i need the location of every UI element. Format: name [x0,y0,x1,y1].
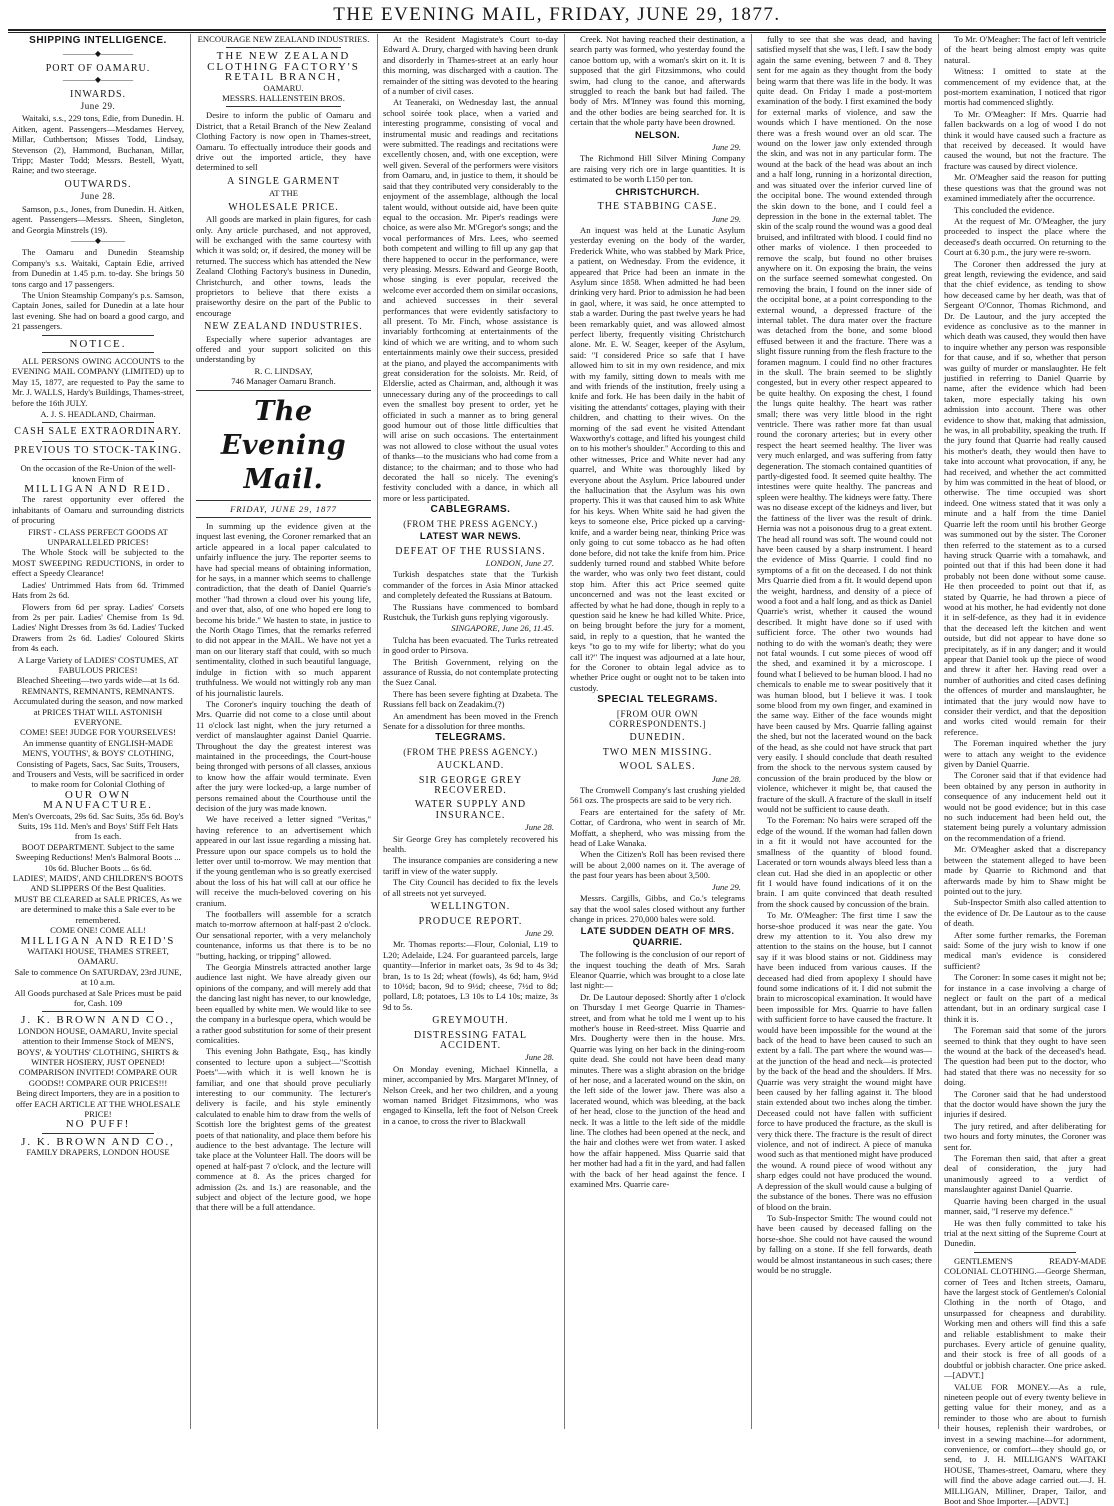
rule [42,352,154,353]
rule [196,500,371,501]
paragraph: Fears are entertained for the safety of Mr. Cottar, of Cardrona, who went in search of Mr. Moffatt, a shepherd, who was missing from the head of Lake Wanaka. [570,806,745,849]
centered-text: BOOT DEPARTMENT. Subject to the same Sweeping Reductions! Men's Balmoral Boots ... 10s 6d. Blucher Boots ... 6s 6d. [15,841,181,873]
rule [42,335,154,336]
paragraph: Mr. O'Meagher said the reason for putting these questions was that the ground was not examined immediately after the occurrence. [944,172,1106,204]
byline: June 28. [80,191,116,202]
rule [42,459,154,460]
newspaper-title: The Evening Mail. [220,395,347,495]
centered-text: MESSRS. HALLENSTEIN BROS. [222,93,345,104]
paragraph: To Mr. O'Meagher: The first time I saw the horse-shoe produced it was near the gate. You drew my attention to it. You also drew my attention to the stains on the house, but I cannot say if it was blood stains or not. Giddiness may have been induced from various causes. If the deceased had died from apoplexy I should have found some indications of it. I did not submit the brain to microscopical examination. It would have been impossible for Mrs. Quarrie to have fallen with sufficient force to have caused the fracture. It would have been impossible for the wound at the back of the head to have been caused to such an extent by a fall. The part where the wound was—at the junction of the head and neck—is protected by the back of the head and the shoulders. If Mrs. Quarrie was very straight the wound might have been caused by her falling against it. The blood stain extended about two inches along the timber. Deceased could not have fallen with sufficient force to have produced the fracture, as the skull is very thick there. The fracture is the result of direct violence, and not of indirect. A piece of manuka wood such as that mentioned might have produced the wound. A round piece of wood without any sharp edges could not have produced the wound. A depression of the skull would cause a bulging of the substance of the bones. There was no effusion of blood on the brain. [757,910,932,1212]
rule [226,106,341,107]
paragraph: The footballers will assemble for a scratch match to-morrow afternoon at half-past 2 o'clock. Our sensational reporter, with a very melancholy countenance, informs us that there is to be no "butting, hacking, or tripping" allowed. [196,909,371,961]
section-heading: SPECIAL TELEGRAMS. [597,694,718,706]
paragraph: The Whole Stock will be subjected to the MOST SWEEPING REDUCTIONS, in order to effect a Speedy Clearance! [12,547,184,579]
paragraph: This evening John Bathgate, Esq., has kindly consented to lecture upon a subject—"Scottish Poets"—with which it is well known he is familiar, and one that should prove peculiarly interesting to our community. The lecturer's delivery is facile, and his style eminently calculated to enable him to draw from the wells of Scottish lore the brightest gems of the greatest poets of that nationality, and place them before his audience to the best advantage. The lecture will take place at the Volunteer Hall. The doors will be opened at half-past 7 o'clock, and the lecture will commence at 8. As the prices charged for admission (2s. and 1s.) are reasonable, and the subject and object of the lecture good, we hope that there will be a full attendance. [196,1046,371,1213]
paragraph: Mr. Thomas reports:—Flour, Colonial, L19 to L20; Adelaide, L24. For guaranteed parcels, large quantity—Inferior in market oats, 3s 9d to 4s 3d; bran, 1s to 1s 2d; wheat (fowls), 4s 6d; ham, 9½d to 10½d; bacon, 9d to 9½d; cheese, 7½d to 8d; pollard, L8; potatoes, L3 10s to L4 10s; maize, 3s 9d to 5s. [383,939,558,1012]
subheading: WELLINGTON. [430,901,511,913]
centered-text: A Large Variety of LADIES' COSTUMES, AT FABULOUS PRICES! [17,654,179,675]
centered-text: Men's Overcoats, 29s 6d. Sac Suits, 35s 6d. Boy's Suits, 19s 11d. Men's and Boys' Stiff Felt Hats from 1s each. [12,810,184,842]
paragraph: Quarrie having been charged in the usual manner, said, "I reserve my defence." [944,1195,1106,1217]
paragraph: When the Citizen's Roll has been revised there will be about 2,000 names on it. The average of the past four years has been about 3,500. [570,849,745,881]
subheading: DUNEDIN. [629,732,686,744]
subheading: WOOL SALES. [619,761,696,773]
centered-text: FIRST - CLASS PERFECT GOODS AT UNPARALLELED PRICES! [28,526,168,548]
paragraph: There has been severe fighting at Dzabeta. The Russians fell back on Zeadakim.(?) [383,688,558,710]
rule [42,441,154,442]
dateline: June 29. [711,213,741,224]
centered-text: 746 Manager Oamaru Branch. [231,376,336,387]
paragraph: The Coroner said that if that evidence had been obtained by any person in authority in consequence of any inducement held out it would not be good evidence; but in this case no such inducement had been held out, the statement being purely a voluntary admission on the recommendation of a friend. [944,770,1106,843]
centered-text: LADIES', MAIDS', AND CHILDREN'S BOOTS AND SLIPPERS Of the Best Qualities. [12,873,184,894]
paragraph: Desire to inform the public of Oamaru and District, that a Retail Branch of the New Zealand Clothing Factory is now open in Thames-street, Oamaru. To effectually introduce their goods and drive out the imported article, they have determined to sell [196,110,371,173]
rule [974,1252,1076,1253]
paragraph: Mr. O'Meagher asked that a discrepancy between the statement alleged to have been made by Quarrie to Richmond and that afterwards made by him to Shaw might be pointed out to the jury. [944,844,1106,896]
paragraph: The Foreman then said, that after a great deal of consideration, the jury had unanimously agreed to a verdict of manslaughter against Daniel Quarrie. [944,1153,1106,1195]
centered-text: LONDON HOUSE, OAMARU, Invite special attention to their Immense Stock of MEN'S, BOYS', & YOUTHS' CLOTHING, SHIRTS & WINTER HOSIERY, JUST OPENED! [17,1025,179,1067]
centered-text: MUST BE CLEARED at SALE PRICES, As we are determined to make this a Sale ever to be remembered. [14,893,182,925]
column-2 [196,34,371,1429]
paragraph: ALL PERSONS OWING ACCOUNTS to the EVENING MAIL COMPANY (LIMITED) up to May 15, 1877, are requested to Pay the same to Mr. J. WALLS, Hardy's Buildings, Thames-street, before the 16th JULY. [12,355,184,408]
paragraph: Creek. Not having reached their destination, a search party was formed, who yesterday found the canoe bottom up, with a woman's skirt on it. It is supposed that the girl Fitzsimmons, who could swim, had clung to the canoe, and afterwards struggled to reach the bank but had failed. The body of Mrs. M'Inney was found this morning, and the other bodies are being searched for. It is certain that the whole party have been drowned. [570,34,745,128]
centered-text: Being direct Importers, they are in a position to offer EACH ARTICLE AT THE WHOLESALE PRICE! [15,1088,181,1119]
subheading: INWARDS. [69,88,127,100]
paragraph: We have received a letter signed "Veritas," having reference to an advertisement which appeared in our last issue regarding a missing hat. Pressure upon our space compels us to hold the letter over until to-morrow. We may mention that if the young gentleman who is so greatly exercised about the loss of his hat will call at our office he will receive the much-beloved covering on his cranium. [196,814,371,908]
column-divider [938,34,939,1429]
centered-text: Bleached Sheeting—two yards wide—at 1s 6d. [16,675,180,686]
centered-text: COMPARISON INVITED! COMPARE OUR GOODS!! COMPARE OUR PRICES!!! [18,1067,178,1088]
paragraph: Sub-Inspector Smith also called attention to the evidence of Dr. De Lautour as to the cause of death. [944,897,1106,929]
display-line: THE NEW ZEALAND CLOTHING FACTORY'S [207,50,360,73]
paragraph: He was then fully committed to take his trial at the next sitting of the Supreme Court at Dunedin. [944,1217,1106,1249]
ornament: ———◆——— [70,235,126,245]
centered-text: R. C. LINDSAY, [254,365,313,376]
column-5 [757,34,932,1429]
column-divider [377,34,378,1429]
dateline: SINGAPORE, June 26, 11.45. [451,623,554,634]
display-line: NO PUFF! [65,1118,131,1131]
rule [42,422,154,423]
paragraph: Waitaki, s.s., 229 tons, Edie, from Dunedin. H. Aitken, agent. Passengers—Mesdames Hervey, Millar, Cuthbertson; Misses Todd, Lindsay, Stevenson (2), Hammond, Buchanan, Millar, Tripp; Master Todd; Messrs. Bestell, Wyatt, Raine; and two steerage. [12,113,184,176]
display-line: OUR OWN MANUFACTURE. [43,788,153,812]
centered-text: COME ONE! COME ALL! [50,925,146,936]
paragraph: At the Resident Magistrate's Court to-day Edward A. Drury, charged with having been drunk and disorderly in Thames-street at an early hour this morning, was discharged with a caution. The remainder of the sitting was devoted to the hearing of a number of civil cases. [383,34,558,97]
column-4 [570,34,745,1429]
paragraph: VALUE FOR MONEY.—As a rule, nineteen people out of every twenty believe in getting value for their money, and as a reminder to those who are about to furnish their houses, replenish their wardrobes, or invest in a sewing machine—for adornment, convenience, or comfort—they should go, or send, to J. H. MILLIGAN'S WAITAKI HOUSE, Thames-street, Oamaru, where they will find the above adage carried out.—J. H. MILLIGAN, Milliner, Draper, Tailor, and Boot and Shoe Importer.—[ADVT.] [944,1381,1106,1506]
section-heading: CABLEGRAMS. [430,504,511,516]
paragraph: At the request of Mr. O'Meagher, the jury proceeded to inspect the place where the deceased's death occurred. On returning to the Court at 6.30 p.m., the jury were re-sworn. [944,215,1106,258]
dateline: June 28. [524,1052,554,1063]
display-line: J. K. BROWN AND CO., [21,1135,175,1148]
masthead: THE EVENING MAIL, FRIDAY, JUNE 29, 1877. [333,4,781,25]
subheading: OUTWARDS. [64,178,132,190]
paragraph: fully to see that she was dead, and having satisfied myself that she was, I left. I saw the body again the same evening, between 7 and 8. They sent for me again as they thought from the body being warm that there was life in the body. It was quite dead. On Friday I made a post-mortem examination of the body. I first examined the body for external marks of violence, and saw the wounds which I have mentioned. On the nose there was a fresh wound over an old scar. The wound on the lower jaw only extended through the skin, and was not in any particular form. The wound at the back of the head was about an inch and a half long, running in a horizontal direction, and was situated over the inferior curved line of the occipital bone. The wound extended through the skin down to the bone, and I could feel a depression in the bone in the external tablet. The skin of the scalp round the wound was a good deal bruised, and infiltrated with blood. I could find no other marks of violence. I then proceeded to remove the scalp, but found no other bruises anywhere on it. On exposing the brain, the veins on the surface seemed somewhat congested. On removing the brain, I found on the inner side of the occipital bone, at a point corresponding to the external wound, a depressed fracture of the internal tablet. The dura mater over the fracture was detached from the bone, and some blood effused between it and the fracture. There was a slight fissure running from the flesh fracture to the foramen magnum. I could find no other fractures in the skull. The brain seemed to be slightly congested, but in every other respect appeared to be quite healthy. On exposing the chest, I found the lungs quite healthy. The heart was rather small; there was very little blood in the right ventricle. There was rather more fat than usual round the coronary arteries; but in every other respect the heart seemed healthy. The liver was very much enlarged, and was suffering from fatty degeneration. The stomach contained quantities of partly-digested food. It seemed quite healthy. The intestines were quite healthy. The pancreas and spleen were healthy. The kidneys were fatty. There was no disease except of the kidneys and liver, but the fattiness of the liver was the result of drink. Hernia was not a poisonous drug to a great extent. The head all round was soft. The wound could not have been caused by a sharp instrument. I heard the evidence of Miss Quarrie. I could find no symptoms of a fit on the deceased. I do not think Mrs Quarrie died from a fit. It would depend upon the weight, hardness, and density of a piece of wood a foot and a half long, and as thick as Daniel Quarrie's wrist, whether it caused the wound described. It might have done so if used with sufficient force. The other two wounds had nothing to do with the woman's death; they were not fatal wounds. I cut some pieces of wood off the shed, and examined it by a microscope. I found what I believed to be human blood. I had no chemicals to enable me to swear positively that it was human blood, but I believe it was. I took some blood from my own finger, and examined in the same way. Either of the face wounds might have been caused by Mrs. Quarrie falling against the shed, but not the lacerated wound on the back of the head, as she could not have struck that part very easily. I should conclude that death resulted from the shock to the nervous system caused by concussion of the brain produced by the blow or violence, whichever it might be, that caused the fracture of the skull. A fracture of the skull in itself would not be sufficient to cause death. [757,34,932,815]
subheading: AUCKLAND. [436,760,505,772]
paragraph: After some further remarks, the Foreman said: Some of the jury wish to know if one medical man's evidence is considered sufficient? [944,929,1106,971]
display-line: RETAIL BRANCH, [224,71,343,84]
paragraph: Especially where superior advantages are offered and your support solicited on this understanding by [196,333,371,365]
paragraph: An amendment has been moved in the French Senate for a dissolution for three months. [383,710,558,731]
subheading: GREYMOUTH. [432,1015,509,1027]
column-3 [383,34,558,1429]
dateline: June 28. [711,773,741,784]
paragraph: The Russians have commenced to bombard Rustchuk, the Turkish guns replying vigorously. [383,601,558,622]
paragraph: Turkish despatches state that the Turkish commander of the forces in Asia Minor attacked and completely defeated the Russians at Batoum. [383,569,558,601]
paragraph: The Coroner: In some cases it might not be; for instance in a case involving a charge of neglect or fault on the part of a medical attendant, but in an ordinary surgical case I think it is. [944,972,1106,1024]
issue-date: FRIDAY, JUNE 29, 1877 [230,503,337,514]
paragraph: The Foreman inquired whether the jury were to attach any weight to the evidence given by Daniel Quarrie. [944,738,1106,770]
centered-text: OAMARU. [263,82,304,93]
paragraph: At Teaneraki, on Wednesday last, the annual school soirée took place, when a varied and interesting programme, consisting of vocal and instrumental music and readings and recitations were submitted. The readings and recitations were excellently chosen, and, with one exception, were well given. Several of the performers were visitors from Oamaru, and, in justice to them, it should be said that they contributed very considerably to the enjoyment of the assemblage, although the local talent would, without outside aid, have been quite equal to the occasion. Mr. Piper's readings were choice, as were also Mr. M'Gregor's songs; and the vocal performances of Mrs. Lees, who seemed both competent and willing to fill up any gap that there happened to occur in the performance, were very pleasing. Messrs. Edward and George Booth, whose singing is ever popular, received the welcome ever accorded them on similar occasions, and achieved successes in their several performances that were evidently satisfactory to all present. To Mr. Finch, whose assistance is invariably forthcoming at entertainments of the kind of which we are writing, and to whom such entertainments mainly owe their success, presided at the piano, and played the accompaniments with great consideration for the soloists. Mr. Reid, of Elderslie, acted as Chairman, and, although it was unnecessary during any of the proceedings to call even the smallest boy present to order, yet he officiated in such a manner as to bring general good humour out of those little difficulties that will arise on such occasions. The entertainment was not allowed to close without the usual votes of thanks—to the musicians who had come from a distance; to the chairman; and to those who had decorated the hall so nicely. The evening's festivity concluded with a dance, in which all more or less participated. [383,97,558,503]
display-line: J. K. BROWN AND CO., [21,1014,175,1027]
article-heading: LATEST WAR NEWS. [419,531,522,543]
dateline: June 29. [711,142,741,153]
subheading: WATER SUPPLY AND INSURANCE. [414,799,527,821]
rule [196,390,371,391]
paragraph: To Mr. O'Meagher: If Mrs. Quarrie had fallen backwards on a log of wood I do not think it would have caused such a fracture as that received by deceased. It would have caused the wound, but not the fracture. The fracture was caused by direct violence. [944,108,1106,171]
rule [196,517,371,518]
byline: (FROM THE PRESS AGENCY.) [403,746,538,757]
dateline: June 28. [524,822,554,833]
paragraph: Dr. De Lautour deposed: Shortly after 1 o'clock on Thursday I met George Quarrie in Thames-street, and from what he told me I went up to his mother's house in Reed-street. Miss Quarrie and Mrs. Dougherty were then in the house. Mrs. Quarrie was lying on her back in the dining-room quite dead. She could not have been dead many minutes. There was a slight abrasion on the bridge of her nose, and a lacerated wound on the skin, on the left side of the lower jaw. There was also a lacerated wound, which was bleeding, at the back of her head, close to the junction of the head and neck. It was a little to the left side of the middle line. The clothes had been opened at the neck, and the hair and clothes were wet from water. I asked how the affair happened. Miss Quarrie said that her mother had had a fit in the yard, and had fallen with the back of her head against the fence. I examined Mrs. Quarrie care- [570,991,745,1190]
centered-text: Sale to commence On SATURDAY, 23rd JUNE, at 10 a.m. [14,966,182,988]
paragraph: Flowers from 6d per spray. Ladies' Corsets from 2s per pair. Ladies' Chemise from 1s 9d. Ladies' Night Dresses from 3s 6d. Ladies' Tucked Drawers from 2s 6d. Ladies' Coloured Skirts from 4s each. [12,601,184,654]
masthead-rule [8,29,1106,33]
subheading: TWO MEN MISSING. [602,746,713,758]
ornament: ————◆———— [62,49,134,59]
paragraph: Samson, p.s., Jones, from Dunedin. H. Aitken, agent. Passengers—Messrs. Sheen, Singleton, and Georgia Minstrels (19). [12,203,184,235]
rule [42,1011,154,1012]
byline: June 29. [80,101,116,112]
subheading: THE STABBING CASE. [597,201,718,213]
paragraph: An inquest was held at the Lunatic Asylum yesterday evening on the body of the warder, Frederick White, who was stabbed by Mark Price, a patient, on Wednesday. From the evidence, it appeared that Price had been an inmate in the Asylum since 1858. When admitted he had been drinking very hard. Prior to admission he had been in gaol, where, it was said, he once attempted to stab a warder. During the past twelve years he had been remarkably quiet, and was allowed almost perfect liberty, frequently visiting Christchurch alone. Mr. E. W. Seager, keeper of the Asylum, said: "I considered Price so safe that I have allowed him to sit in my own residence, and mix with my family, sitting down to meals with me and with friends of the institution, freely using a knife and fork. He has been daily in the habit of visiting the attendants' cottages, playing with their children, and chatting to their wives. On the morning of the sad event he visited Attendant Waxworthy's cottage, and lifted his youngest child on to his mother's shoulder." According to this and other witnesses, Price and White never had any quarrel, and White was thoroughly liked by everyone about the Asylum. Price laboured under the hallucination that the Asylum was his own property. This it was that caused him to ask White for his keys. When White said he had given the keys to someone else, Price picked up a carving-knife, and a warder being near, thinking Price was only going to cut some tobacco as he had often done before, did not take the knife from him. Price suddenly turned round and stabbed White before the warder, who was only two feet distant, could stop him. After this act Price seemed quite unconcerned and was not the least excited or affected by what he had done, though in reply to a question said he knew he had killed White. Price, on being brought before the jury for a moment, said, in reply to a question, that he wanted the keys "to go to my wife for liberty; what do you call it?" The inquest was adjourned at a late hour, for the Coroner to obtain legal advice as to whether Price ought or ought not to be taken into custody. [570,224,745,693]
paragraph: The Georgia Minstrels attracted another large audience last night. We have already given our opinions of the company, and will merely add that the dancing last night has never, to our knowledge, been equalled by white men. We would like to see the company in a burlesque opera, which would be a rather good substitution for some of their present comicalities. [196,962,371,1045]
centered-text: A. J. S. HEADLAND, Chairman. [40,409,156,419]
centered-text: All Goods purchased at Sale Prices must be paid for, Cash. 109 [14,987,182,1008]
paragraph: The Coroner's inquiry touching the death of Mrs. Quarrie did not come to a close until about 11 o'clock last night, when the jury returned a verdict of manslaughter against Daniel Quarrie. Throughout the day the greatest interest was maintained in the proceedings, the Court-house being thronged with persons of all classes, anxious to know how the affair would terminate. Even after the jury were locked-up, a large number of persons remained about the Courthouse until the decision of the jury was made known. [196,698,371,813]
paragraph: The British Government, relying on the assurance of Russia, do not contemplate protecting the Suez Canal. [383,656,558,688]
paragraph: Messrs. Cargills, Gibbs, and Co.'s telegrams say that the wool sales closed without any further change in prices. 270,000 bales were sold. [570,893,745,924]
paragraph: GENTLEMEN'S READY-MADE COLONIAL CLOTHING.—George Sherman, corner of Tees and Itchen streets, Oamaru, have the largest stock of Gentlemen's Colonial Clothing in the north of Otago, and unsurpassed for cheapness and durability. Working men and others will find this a safe and reliable establishment to make their purchases. Every article of genuine quality, and their stock is free of all goods of a doubtful or jobbish character. One price asked.—[ADVT.] [944,1255,1106,1381]
paragraph: The Coroner then addressed the jury at great length, reviewing the evidence, and said that the chief evidence, as tending to show how deceased came by her death, was that of Sergeant O'Connor, Thomas Richmond, and Dr. De Lautour, and the jury accepted the evidence as conclusive as to the manner in which death was caused, they would then have to inquire whether any person was responsible for that cause, and if so, whether that person was guilty of murder or manslaughter. He felt justified in referring to Daniel Quarrie by name, after the evidence which had been taken, more especially taking his own admission into account. There was other evidence to show that, making that admission, he was, in all probability, speaking the truth. If the jury found that Quarrie had really caused his mother's death, they would then have to take into account what provocation, if any, he had received, and whether the act committed by him was committed in the heat of blood, or otherwise. The time occupied was short indeed. One witness stated that it was only a minute and a half from the time Daniel Quarrie left the room until his brother George was summoned out by the sister. The Coroner then referred to the statement as to a cursed having struck Quarrie with a tomahawk, and pointed out that if this had been done it had probably not been done without some cause. He then proceeded to point out that if, as stated by Quarrie, he had thrown a piece of wood at his mother, he had evidently not done it in self-defence, as they had it in evidence that the deceased left the kitchen and went outside, but did not appear to have done so precipitately, as if in any danger; and it would appear that Daniel took up the piece of wood and threw it after her. Having read over a number of authorities and cited cases defining the offences of murder and manslaughter, he intimated that the jury would now have to consider their verdict, and that the deposition and works cited would remain for their reference. [944,258,1106,737]
centered-text: FAMILY DRAPERS, LONDON HOUSE [26,1147,170,1158]
subheading: DISTRESSING FATAL ACCIDENT. [414,1029,527,1051]
centered-text: On the occasion of the Re-Union of the well-known Firm of [20,463,176,484]
subheading: CASH SALE EXTRAORDINARY. [14,426,182,438]
paragraph: On Monday evening, Michael Kinnella, a miner, accompanied by Mrs. Margaret M'Inney, of Nelson Creek, and her two children, and a young woman named Bridget Fitzsimmons, who was engaged to Kinsella, left the foot of Nelson Creek in a canoe, to cross the river to Blackwall [383,1063,558,1126]
paragraph: In summing up the evidence given at the inquest last evening, the Coroner remarked that an article appeared in a local paper calculated to unfairly influence the jury. The reporter seems to have had special means of obtaining information, for he says, in a manner which seems to challenge contradiction, that the death of Daniel Quarrie's mother "had thrown a cloud over his young life, and over that, also, of one who hoped ere long to become his bride." We hasten to state, in justice to the North Otago Times, that the remarks referred to did not appear in the MAIL. We have not yet a man on our literary staff that could, with so much sentimentality, clothed in such beautiful language, indulge in fiction with so much apparent truthfulness. We would not wittingly rob any man of his journalistic laurels. [196,521,371,698]
subheading: DEFEAT OF THE RUSSIANS. [395,545,546,557]
centered-text: An immense quantity of ENGLISH-MADE MEN'S, YOUTHS', & BOYS' CLOTHING, Consisting of Pagets, Sacs, Sac Suits, Trousers, and Trousers and Vests, will be sacrificed in order to make room for Colonial Clothing of [12,737,184,790]
subheading: NEW ZEALAND INDUSTRIES. [204,321,363,333]
paragraph: The Richmond Hill Silver Mining Company are raising very rich ore in large quantities. It is estimated to be worth L150 per ton. [570,153,745,185]
paragraph: The City Council has decided to fix the levels of all streets not yet surveyed. [383,877,558,898]
subheading: PREVIOUS TO STOCK-TAKING. [14,444,182,456]
column-divider [190,34,191,1429]
article-heading: CHRISTCHURCH. [615,186,700,198]
rule [42,1133,154,1134]
paragraph: Ladies' Untrimmed Hats from 6d. Trimmed Hats from 2s 6d. [12,579,184,601]
subheading: A SINGLE GARMENT [227,175,340,187]
paragraph: The Foreman said that some of the jurors seemed to think that they ought to have seen the wound at the back of the deceased's head. The question had been put to the doctor, who had stated that there was no necessity for so doing. [944,1025,1106,1088]
display-line: MILLIGAN AND REID. [24,483,172,496]
paragraph: The insurance companies are considering a new tariff in view of the water supply. [383,855,558,876]
paragraph: To the Foreman: No hairs were scraped off the edge of the wound. If the woman had fallen down in a fit it would not have accounted for the smallness of the quantity of blood found. Lacerated or torn wounds always bleed less than a clean cut. Had she died in an apoplectic or other fit I would have found indications of it on the brain. I am quite convinced that death resulted from the shock caused by concussion of the brain. [757,815,932,909]
byline: (FROM THE PRESS AGENCY.) [403,518,538,529]
centered-text: REMNANTS, REMNANTS, REMNANTS. Accumulated during the season, and now marked at PRICES THAT WILL ASTONISH EVERYONE. [13,685,183,727]
centered-text: AT THE [268,188,299,199]
dateline: June 29. [711,881,741,892]
paragraph: Witness: I omitted to state at the commencement of my evidence that, at the post-mortem examination, I noticed that rigor mortis had commenced slightly. [944,66,1106,108]
subheading: PORT OF OAMARU. [45,62,151,74]
subheading: SIR GEORGE GREY RECOVERED. [418,774,523,797]
byline: [FROM OUR OWN CORRESPONDENTS.] [609,708,706,729]
paragraph: All goods are marked in plain figures, for cash only. Any article purchased, and not approved, will be exchanged with the same courtesy with which it was sold; or, if desired, the money will be returned. The success which has attended the New Zealand Clothing Factory's business in Dunedin, Christchurch, and other towns, leads the proprietors to believe that there exists a praiseworthy desire on the part of the Public to encourage [196,214,371,318]
section-heading: TELEGRAMS. [435,732,506,744]
article-heading: NELSON. [634,129,681,141]
paragraph: The rarest opportunity ever offered the inhabitants of Oamaru and surrounding districts of procuring [12,494,184,526]
dateline: June 29. [524,927,554,938]
centered-text: WAITAKI HOUSE, THAMES STREET, OAMARU. [27,945,169,967]
centered-text: ENCOURAGE NEW ZEALAND INDUSTRIES. [197,34,370,44]
section-heading: SHIPPING INTELLIGENCE. [29,35,167,46]
column-6 [944,34,1106,1506]
rule [226,47,341,48]
paragraph: The Oamaru and Dunedin Steamship Company's s.s. Waitaki, Captain Edie, arrived from Dunedin at 1.45 p.m. to-day. She brings 50 tons cargo and 17 passengers. [12,247,184,289]
display-line: NOTICE. [69,337,127,350]
paragraph: The following is the conclusion of our report of the inquest touching the death of Mrs. Sarah Eleanor Quarrie, which was brought to a close late last night:— [570,949,745,991]
column-divider [751,34,752,1429]
dateline: LONDON, June 27. [485,557,554,568]
paragraph: Sir George Grey has completely recovered his health. [383,833,558,855]
column-1 [12,34,184,1429]
paragraph: Tulcha has been evacuated. The Turks retreated in good order to Pirsova. [383,634,558,656]
article-heading: LATE SUDDEN DEATH OF MRS. QUARRIE. [580,926,735,948]
subheading: WHOLESALE PRICE. [228,201,339,213]
paragraph: To Mr. O'Meagher: The fact of left ventricle of the heart being almost empty was quite natural. [944,34,1106,65]
column-divider [564,34,565,1429]
ornament: ————◆———— [62,75,134,85]
display-line: MILLIGAN AND REID'S [20,934,176,947]
paragraph: The Coroner said that he had understood that the doctor would have shown the jury the injuries if desired. [944,1088,1106,1120]
paragraph: This concluded the evidence. [954,204,1055,215]
paragraph: The Cromwell Company's last crushing yielded 561 ozs. The prospects are said to be very rich. [570,785,745,806]
paragraph: To Sub-Inspector Smith: The wound could not have been caused by deceased falling on the horse-shoe. She could not have caused the wound by falling on a stone. If she fell forwards, death would be almost instantaneous in such cases; there would be no struggle. [757,1212,932,1275]
subheading: PRODUCE REPORT. [418,915,523,927]
centered-text: COME! SEE! JUDGE FOR YOURSELVES! [20,727,176,738]
paragraph: The Union Steamship Company's p.s. Samson, Captain Jones, sailed for Dunedin at a late hour last evening. She had on board a good cargo, and 21 passengers. [12,289,184,332]
paragraph: The jury retired, and after deliberating for two hours and forty minutes, the Coroner was sent for. [944,1120,1106,1152]
